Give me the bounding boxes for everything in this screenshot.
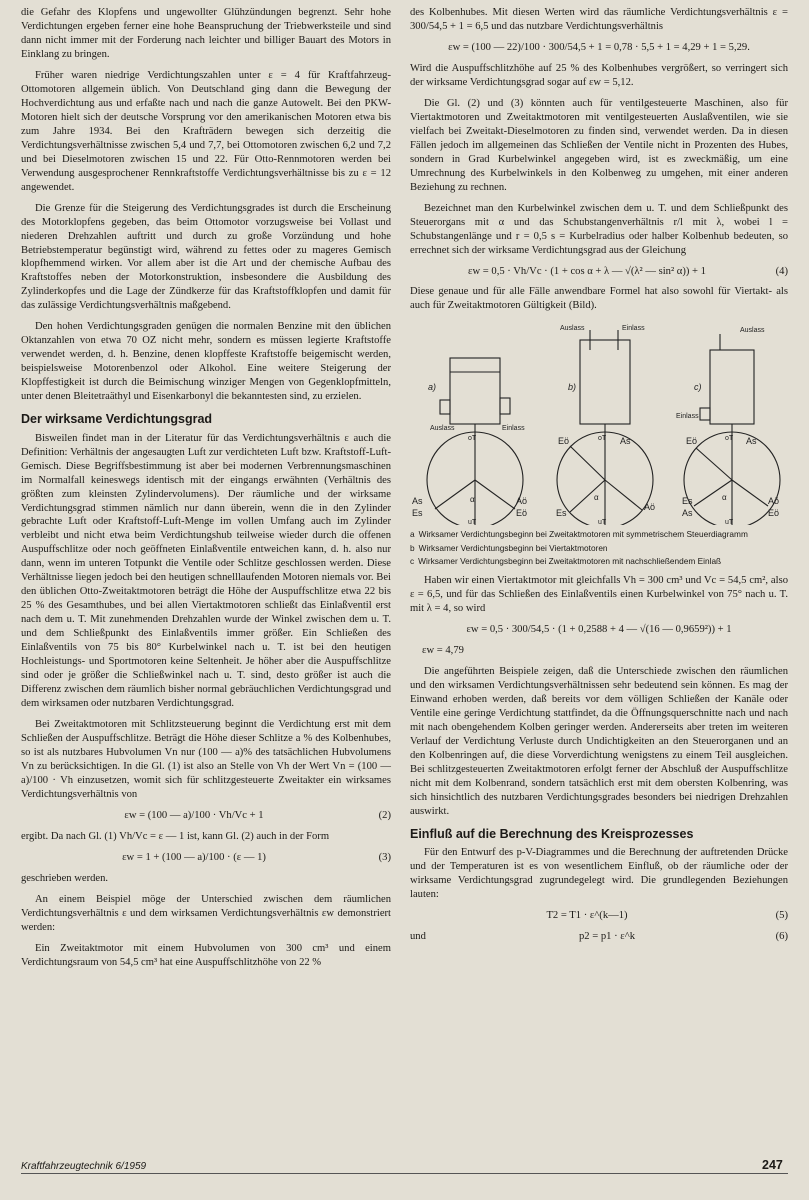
label-eo-c2: Eö xyxy=(768,508,780,519)
label-ut-a: uT xyxy=(468,519,477,526)
paragraph: Die angeführten Beispiele zeigen, daß die Unterschiede zwischen den räumlichen und den wirksamen Verdichtungsverhältnissen sehr bedeutend sein können. Es mag der Einwand erhoben werden, daß bereits vor dem völligen Schließen der Kanäle oder Ventile eine geringe Verdichtung stattfindet, da die Öffnungsquerschnitte nach und nach mit nach obengehendem Kolben geringer werden. Andererseits aber treten im weiteren Verlauf der Verdichtung Verluste durch Undichtigkeiten an den Steuerorganen und an den Kolbenringen auf, die diese Vorverdichtung wenigstens zu einem Teil ausgleichen. Bei schlitzgesteuerten Zweitaktmotoren erfolgt ferner der Abschluß der Auspuffschlitze nicht mit dem Kolbenrand, sondern tatsächlich erst mit dem obersten Kolbenring, was sich hinsichtlich des nutzbaren Verdichtungsgrades besonders bei niedrigen Drehzahlen auswirkt. xyxy=(410,666,788,818)
label-ut-c: uT xyxy=(725,519,734,526)
label-ao-c: Aö xyxy=(768,496,780,507)
equation-5: T2 = T1 · ε^(k—1) (5) xyxy=(546,910,788,922)
paragraph: Ein Zweitaktmotor mit einem Hubvolumen von 300 cm³ und einem Verdichtungsraum von 54,5 cm³ hat eine Auspuffschlitzhöhe von 22 % xyxy=(21,942,391,968)
equation-example-c: εw = 4,79 xyxy=(422,645,464,657)
equation-example-a: εw = (100 — 22)/100 · 300/54,5 + 1 = 0,78 · 5,5 + 1 = 4,29 + 1 = 5,29. xyxy=(448,41,750,53)
panel-label-b: b) xyxy=(568,382,577,393)
label-as-c2: As xyxy=(682,508,693,519)
figure-caption-b: b Wirksamer Verdichtungsbeginn bei Viertaktmotoren xyxy=(410,542,608,553)
paragraph: ergibt. Da nach Gl. (1) Vh/Vc = ε — 1 ist, kann Gl. (2) auch in der Form xyxy=(21,830,330,842)
paragraph: Bisweilen findet man in der Literatur für das Verdichtungsverhältnis ε auch die Definition: Verhältnis der angesaugten Luft zur verdichteten Luft bzw. Kraftstoff-Luft-Gemisch. Diese Begriffsbestimmung ist aber bei modernen Verbrennungsmaschinen im Normalfall keineswegs identisch mit der eingangs erwähnten (Verhältnis des größten zum kleinsten Zylindervolumens). Der räumliche und der wirksame Verdichtungsgrad stimmen nämlich nur dann überein, wenn die in den Zylinder gebrachte Luft oder Kraftstoff-Luft-Menge im vollen Umfang auch im Zylinder verbleibt und nicht etwa beim Verdichtungshub teilweise wieder durch die offenen Auspuffschlitze oder noch geöffneten Einlaßventile entweichen kann, d. h. also nur dann, wenn im unteren Totpunkt die Ventile oder Schlitze geschlossen werden. Diese Verhältnisse liegen jedoch bei den heutigen schnelllaufenden Motoren niemals vor. Bei den üblichen Otto-Zweitaktmotoren beträgt die Höhe der Auspuffschlitze etwa 22 bis 25 % des Gesamthubes, und bei allen Viertaktmotoren schließt das Einlaßventil erst nach dem u. T. Mit zunehmenden Drehzahlen wurde der Winkel zwischen dem u. T. und dem Schließpunkt des Einlaßventils immer größer. Ein Schließen des Einlaßventils von 75 bis 80° Kurbelwinkel nach u. T. ist bei den heutigen Hochleistungs- und Sportmotoren keine Seltenheit. Je höher aber die Auspuffschlitze sind oder je größer die Schließwinkel nach u. T. sind, desto größer ist auch die Differenz zwischen dem räumlich bisher normal gebräuchlichen Verdichtungsgrad und dem wirksamen oder nutzbaren Verdichtungsgrad. xyxy=(21,432,391,710)
label-as-a: As xyxy=(412,496,423,507)
label-eo-a: Eö xyxy=(516,508,528,519)
label-alpha-c: α xyxy=(722,493,727,503)
paragraph: Den hohen Verdichtungsgraden genügen die normalen Benzine mit den üblichen Oktanzahlen von etwa 70 OZ nicht mehr, sondern es müssen legierte Kraftstoffe verwendet werden, d. h. Benzine, denen klopffeste Kraftstoffe beigemischt werden, beispielsweise Motorenbenzol oder Alkohol. Eine weitere Steigerung der Klopffestigkeit ist durch die Beimischung winziger Mengen von Gegenklopfmitteln, unter denen Bleitetraäthyl und Eisenkarbonyl die bekanntesten sind, zu erzielen. xyxy=(21,321,391,403)
label-as-c: As xyxy=(746,436,757,447)
paragraph: Haben wir einen Viertaktmotor mit gleichfalls Vh = 300 cm³ und Vc = 54,5 cm², also ε = 6,5, und für das Schließen des Einlaßventils einen Kurbelwinkel von 75° nach u. T. mit λ = 4, so wird xyxy=(410,575,788,615)
equation-6: und p2 = p1 · ε^k (6) xyxy=(410,931,788,943)
section-heading: Der wirksame Verdichtungsgrad xyxy=(21,412,213,427)
figure-caption-a: a Wirksamer Verdichtungsbeginn bei Zweitaktmotoren mit symmetrischem Steuerdiagramm xyxy=(410,529,748,540)
label-einlass-c: Einlass xyxy=(676,413,699,421)
panel-label-a: a) xyxy=(428,382,437,393)
label-auslass-c: Auslass xyxy=(740,327,765,335)
paragraph: Diese genaue und für alle Fälle anwendbare Formel hat also sowohl für Viertakt- als auch für Zweitaktmotoren Gültigkeit (Bild). xyxy=(410,286,788,312)
label-es-a: Es xyxy=(412,508,423,519)
paragraph: Für den Entwurf des p-V-Diagrammes und die Berechnung der auftretenden Drücke und der Temperaturen ist es von wesentlichem Einfluß, ob der räumliche oder der wirksame Verdichtungsgrad zugrundegelegt wird. Die grundlegenden Beziehungen lauten: xyxy=(410,847,788,901)
paragraph: Früher waren niedrige Verdichtungszahlen unter ε = 4 für Kraftfahrzeug-Ottomotoren allgemein üblich. Von Deutschland ging dann die Bewegung der Hochverdichtung aus und erfaßte nach und nach die ganze Autowelt. Bei den PKW-Motoren hielt sich der deutsche Vorsprung vor den amerikanischen Motoren etwa bis zum Jahre 1934. Bei den Krafträdern bewegen sich derzeitig die Verdichtungsverhältnisse zwischen 5,4 und 7,7, bei Ottomotoren zwischen 6,2 und 7,2 und bei Dieselmotoren zwischen 15 und 22. Für Otto-Rennmotoren werden bei Verwendung ausgesprochener Rennkraftstoffe Verdichtungsverhältnisse bis zu ε = 12 angewendet. xyxy=(21,69,391,193)
right-column xyxy=(410,6,788,951)
label-auslass-b: Auslass xyxy=(560,325,585,333)
figure-caption-c: c Wirksamer Verdichtungsbeginn bei Zweitaktmotoren mit nachschließendem Einlaß xyxy=(410,556,722,567)
equation-2: εw = (100 — a)/100 · Vh/Vc + 1 (2) xyxy=(124,809,391,821)
label-einlass-b: Einlass xyxy=(622,325,645,333)
page-number: 247 xyxy=(762,1158,783,1172)
label-auslass-a: Auslass xyxy=(430,425,455,433)
paragraph: Die Gl. (2) und (3) könnten auch für ventilgesteuerte Maschinen, also für Viertaktmotoren und Zweitaktmotoren mit ventilgesteuerten Auslaßventilen, wie sie vielfach bei Zweitakt-Dieselmotoren zu finden sind, verwendet werden. Da in diesen Fällen jedoch im allgemeinen das Schließen der Ventile nicht in Prozenten des Hubes, sondern in Grad Kurbelwinkel angegeben wird, ist es zweckmäßig, um eine Umrechnung des Kurbelwinkels in den Kolbenweg zu umgehen, mit einer anderen Beziehung zu rechnen. xyxy=(410,97,788,193)
timing-diagram-figure xyxy=(410,320,788,525)
footer-journal: Kraftfahrzeugtechnik 6/1959 xyxy=(21,1161,147,1172)
label-eo-c: Eö xyxy=(686,436,698,447)
equation-example-b: εw = 0,5 · 300/54,5 · (1 + 0,2588 + 4 — √(16 — 0,9659²)) + 1 xyxy=(466,624,732,636)
label-eo-b: Eö xyxy=(558,436,570,447)
label-es-b: Es xyxy=(556,508,567,519)
label-as-b: As xyxy=(620,436,631,447)
label-ao-a: Aö xyxy=(516,496,528,507)
paragraph: geschrieben werden. xyxy=(21,872,109,884)
label-ao-b: Aö xyxy=(644,502,656,513)
label-es-c: Es xyxy=(682,496,693,507)
panel-label-c: c) xyxy=(694,382,702,393)
equation-4: εw = 0,5 · Vh/Vc · (1 + cos α + λ — √(λ² — sin² α)) + 1 (4) xyxy=(468,265,788,277)
paragraph: die Gefahr des Klopfens und ungewollter Glühzündungen begrenzt. Sehr hohe Verdichtungen ergeben ferner eine hohe Beanspruchung der Triebwerksteile und sind dann nicht immer mit der Forderung nach leichter und billiger Bauart des Motors in Einklang zu bringen. xyxy=(21,7,391,60)
paragraph: An einem Beispiel möge der Unterschied zwischen dem räumlichen Verdichtungsverhältnis ε und dem wirksamen Verdichtungsverhältnis εw demonstriert werden: xyxy=(21,893,391,933)
equation-3: εw = 1 + (100 — a)/100 · (ε — 1) (3) xyxy=(122,851,391,863)
label-alpha-a: α xyxy=(470,495,475,505)
label-ut-b: uT xyxy=(598,519,607,526)
crank-line xyxy=(435,480,475,509)
label-ot-c: oT xyxy=(725,435,734,443)
paragraph: Bezeichnet man den Kurbelwinkel zwischen dem u. T. und dem Schließpunkt des Steuerorgans mit α und das Schubstangenverhältnis r/l mit λ, wobei l = Schubstangenlänge und r = 0,5 s = Kurbelradius oder halber Kolbenhub bedeuten, so errechnet sich der wirksame Verdichtungsgrad aus der Gleichung xyxy=(410,202,788,256)
left-column xyxy=(21,6,391,977)
label-einlass-a: Einlass xyxy=(502,425,525,433)
paragraph: Wird die Auspuffschlitzhöhe auf 25 % des Kolbenhubes vergrößert, so verringert sich der wirksame Verdichtungsgrad sogar auf εw = 5,12. xyxy=(410,62,788,88)
paragraph: des Kolbenhubes. Mit diesen Werten wird das räumliche Verdichtungsverhältnis ε = 300/54,5 + 1 = 6,5 und das nutzbare Verdichtungsverhältnis xyxy=(410,7,788,32)
paragraph: Die Grenze für die Steigerung des Verdichtungsgrades ist durch die Erscheinung des Motorklopfens gegeben, das beim Ottomotor vorzugsweise bei Vollast und niederen Drehzahlen auftritt und durch zu große Vorzündung und hohe Betriebstemperatur begünstigt wird, während zu fettes oder zu mageres Gemisch klopfhemmend wirken. Vor allem aber ist die Art und der chemische Aufbau des Kraftstoffes neben der Motorkonstruktion, insbesondere die Ausbildung des Zylinderkopfes und die Lage der Zündkerze für das Kraftstoffklopfen und damit für das zulässige Verdichtungsverhältnis maßgebend. xyxy=(21,202,391,312)
label-ot-b: oT xyxy=(598,435,607,443)
section-heading: Einfluß auf die Berechnung des Kreisprozesses xyxy=(410,826,694,841)
label-ot-a: oT xyxy=(468,435,477,443)
paragraph: Bei Zweitaktmotoren mit Schlitzsteuerung beginnt die Verdichtung erst mit dem Schließen der Auspuffschlitze. Beträgt die Höhe dieser Schlitze a % des Kolbenhubes, so ist als nutzbares Hubvolumen Vn nur (100 — a)% des tatsächlichen Hubvolumens Vn zu berücksichtigen. In die Gl. (1) ist also an Stelle von Vh der Wert Vn = (100 — a)/100 · Vh einzusetzen, womit sich für schlitzgesteuerte Zweitakter ein wirksames Verdichtungsverhältnis von xyxy=(21,719,391,800)
label-alpha-b: α xyxy=(594,493,599,503)
